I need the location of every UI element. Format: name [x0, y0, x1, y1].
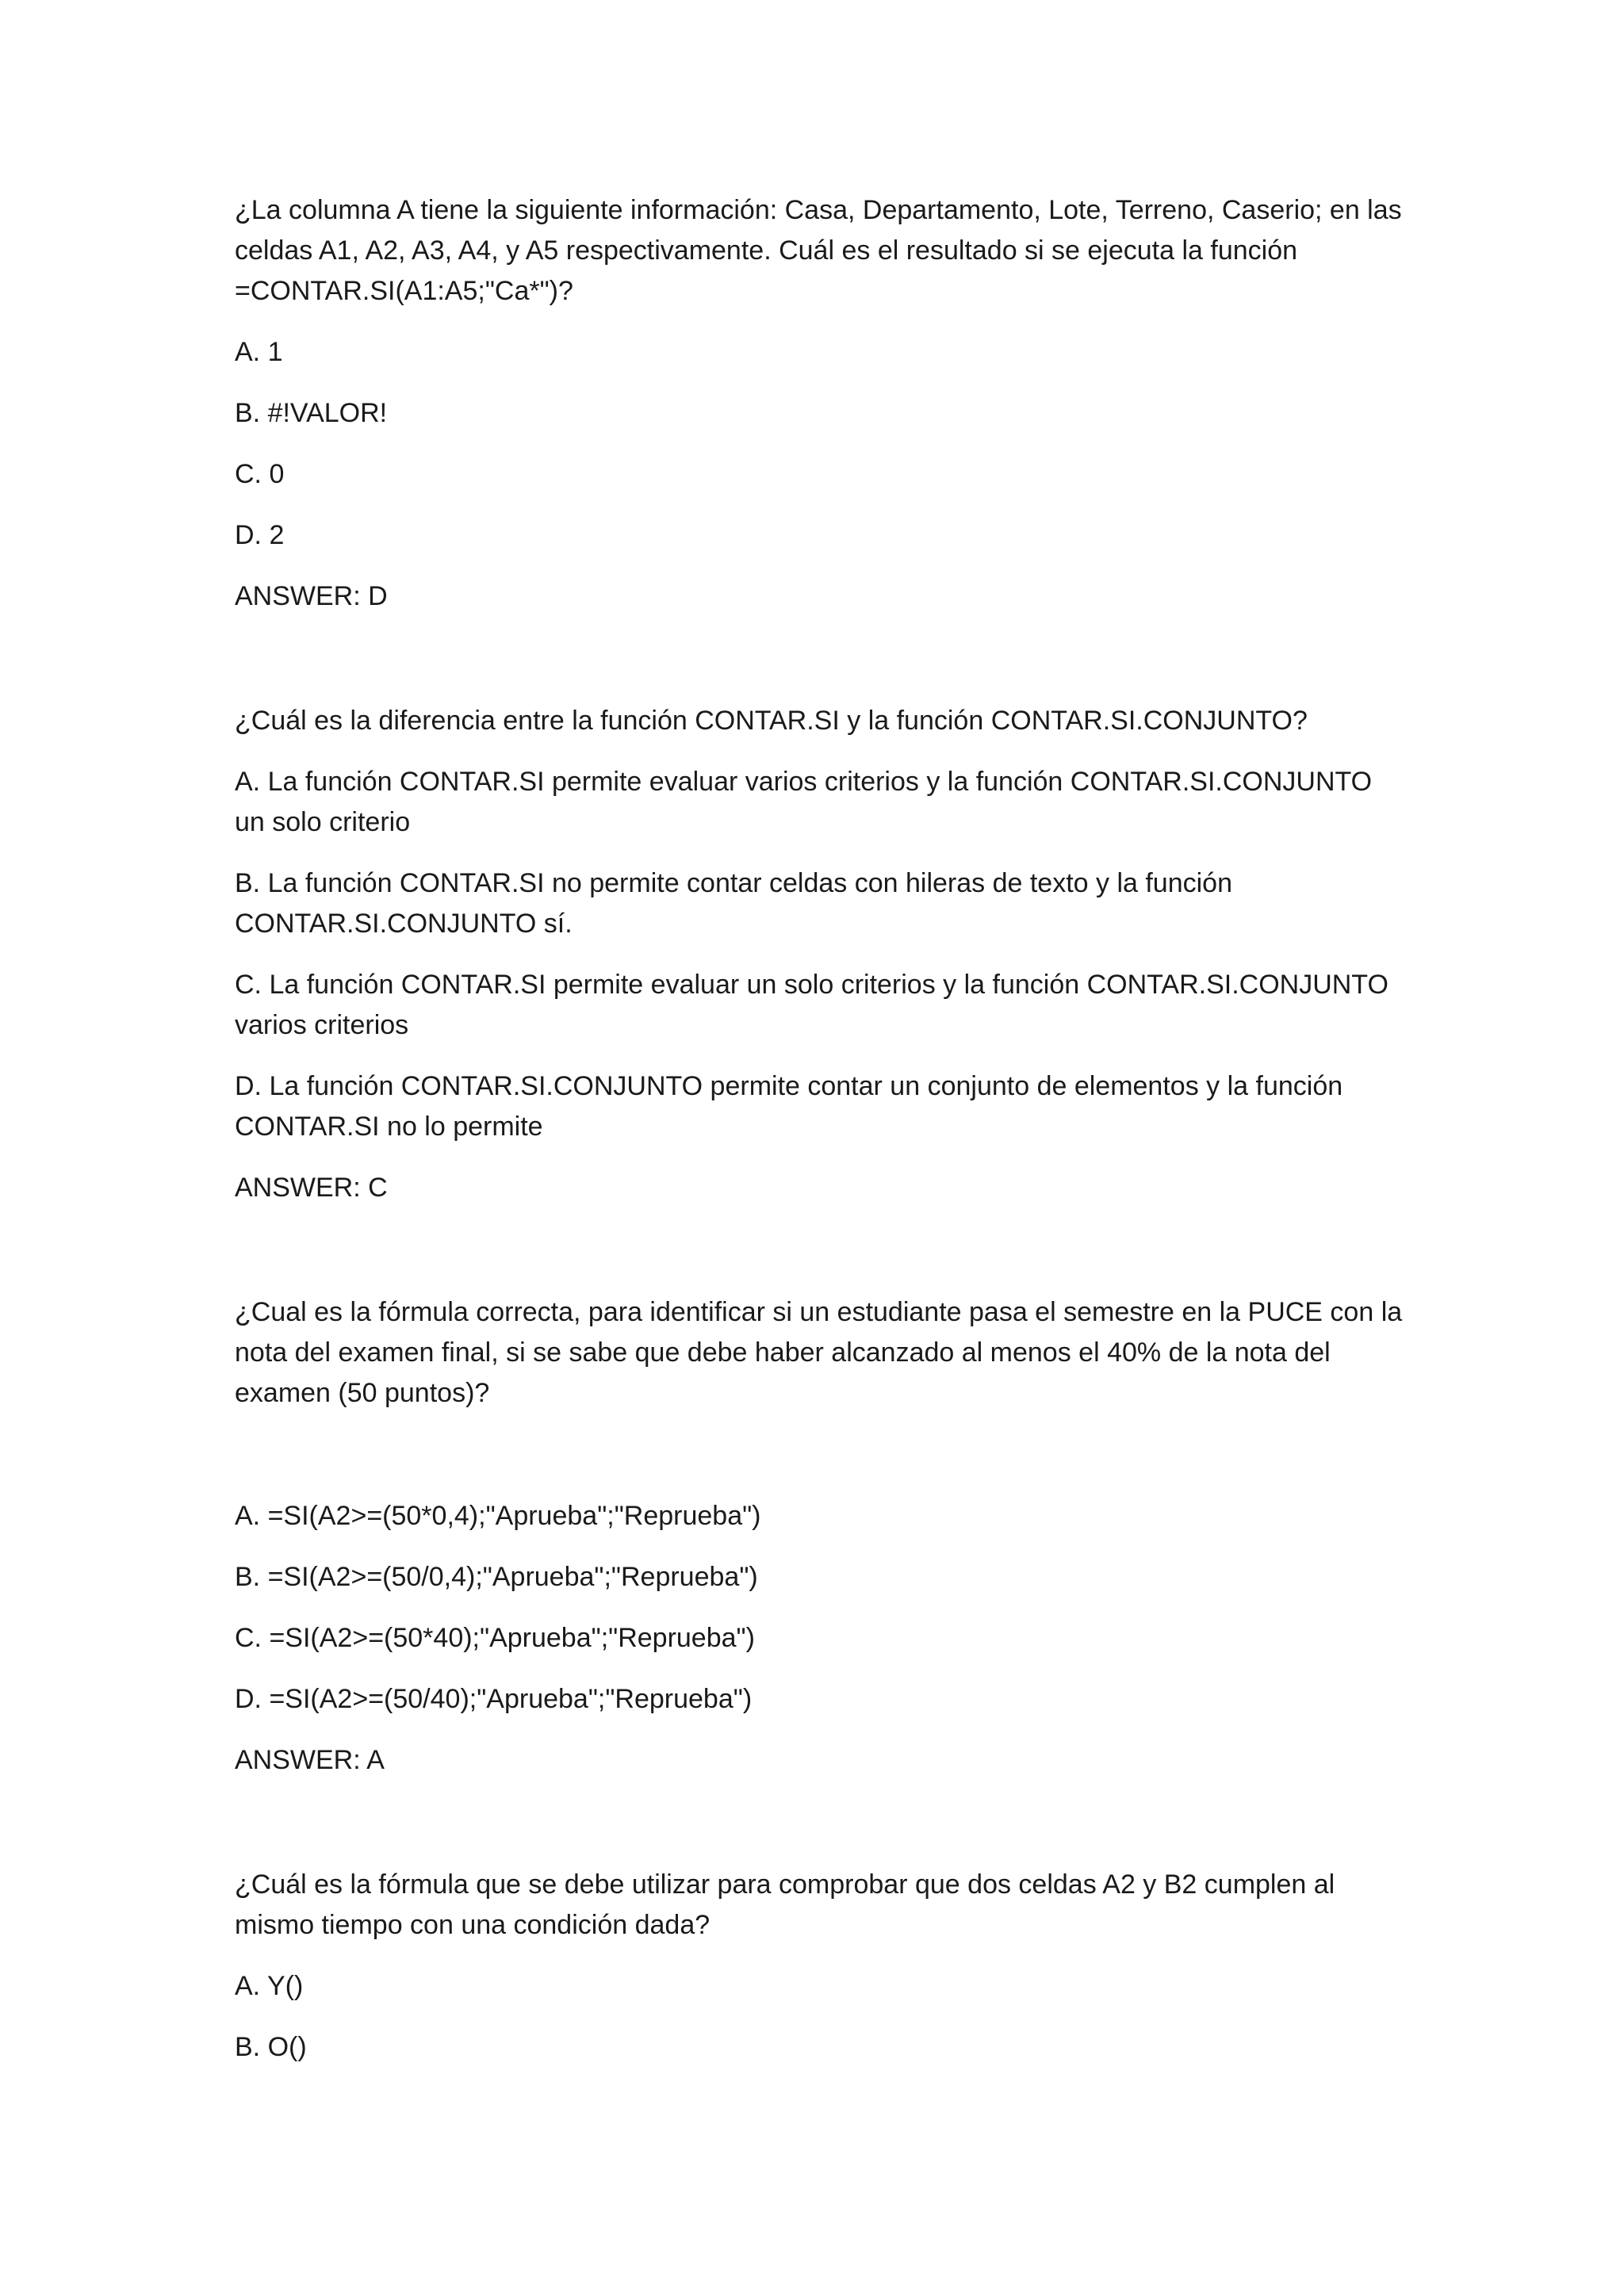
- question-text: ¿Cuál es la fórmula que se debe utilizar para comprobar que dos celdas A2 y B2 cumplen al mismo tiempo con una condición dada?: [235, 1869, 1342, 1940]
- option-d: D. 2: [235, 520, 285, 550]
- question-text: ¿Cuál es la diferencia entre la función CONTAR.SI y la función CONTAR.SI.CONJUNTO?: [235, 706, 1308, 736]
- question-block: [235, 701, 1408, 1208]
- document-page: [235, 190, 1408, 2152]
- option-a: A. Y(): [235, 1971, 304, 2001]
- question-text: ¿Cual es la fórmula correcta, para identificar si un estudiante pasa el semestre en la PUCE con la nota del examen final, si se sabe que debe haber alcanzado al menos el 40% de la nota del examen (50 puntos)?: [235, 1297, 1410, 1408]
- question-block: [235, 1865, 1408, 2068]
- option-a: A. 1: [235, 337, 283, 367]
- option-b: B. #!VALOR!: [235, 398, 388, 428]
- question-block: [235, 190, 1408, 617]
- answer-text: ANSWER: C: [235, 1173, 388, 1203]
- option-c: C. La función CONTAR.SI permite evaluar un solo criterios y la función CONTAR.SI.CONJUNTO varios criterios: [235, 970, 1396, 1040]
- option-a: A. =SI(A2>=(50*0,4);"Aprueba";"Reprueba"): [235, 1501, 761, 1531]
- option-d: D. =SI(A2>=(50/40);"Aprueba";"Reprueba"): [235, 1684, 753, 1714]
- option-b: B. =SI(A2>=(50/0,4);"Aprueba";"Reprueba"): [235, 1562, 758, 1592]
- option-a: A. La función CONTAR.SI permite evaluar varios criterios y la función CONTAR.SI.CONJUNTO un solo criterio: [235, 767, 1380, 837]
- question-text: ¿La columna A tiene la siguiente información: Casa, Departamento, Lote, Terreno, Caserio; en las celdas A1, A2, A3, A4, y A5 respectivamente. Cuál es el resultado si se ejecuta la función =CONTAR.SI(A1:A5;"Ca*")?: [235, 195, 1410, 306]
- option-c: C. 0: [235, 459, 285, 489]
- option-b: B. O(): [235, 2032, 307, 2062]
- option-c: C. =SI(A2>=(50*40);"Aprueba";"Reprueba"): [235, 1623, 755, 1653]
- answer-text: ANSWER: A: [235, 1745, 385, 1775]
- option-b: B. La función CONTAR.SI no permite contar celdas con hileras de texto y la función CONTAR.SI.CONJUNTO sí.: [235, 868, 1240, 939]
- question-block: [235, 1292, 1408, 1781]
- option-d: D. La función CONTAR.SI.CONJUNTO permite contar un conjunto de elementos y la función CONTAR.SI no lo permite: [235, 1071, 1350, 1142]
- answer-text: ANSWER: D: [235, 581, 388, 611]
